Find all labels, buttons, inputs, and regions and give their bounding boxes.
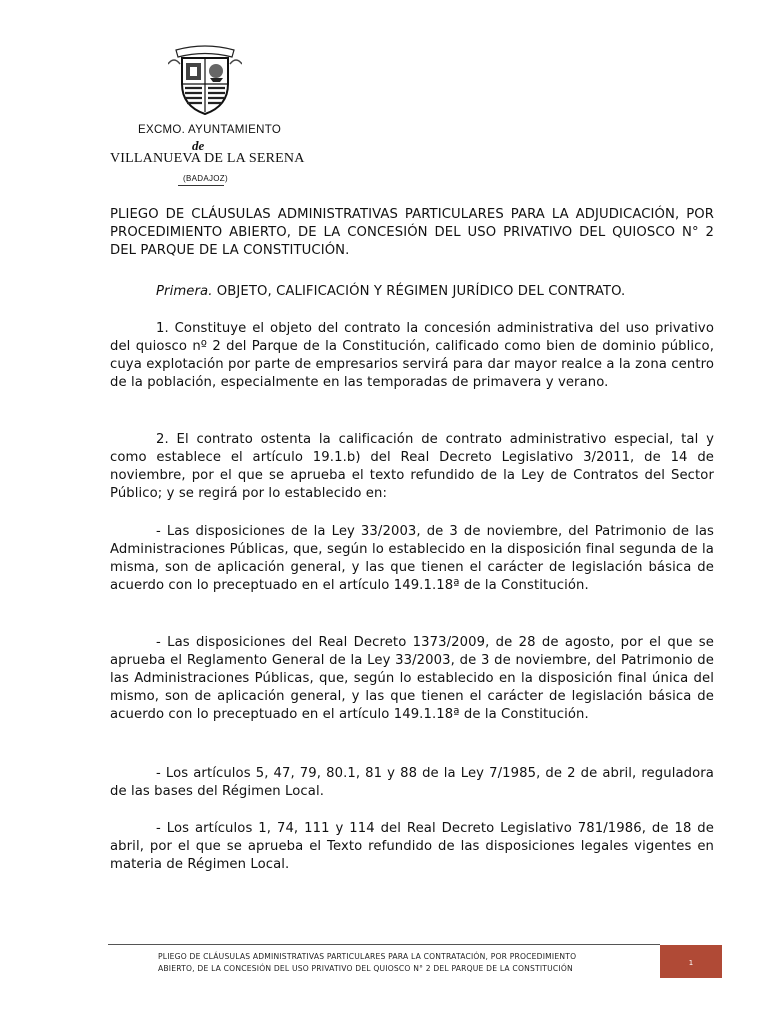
list-item: - Los artículos 5, 47, 79, 80.1, 81 y 88 de la Ley 7/1985, de 2 de abril, reguladora de las bases del Régimen Local. <box>110 766 714 799</box>
header-divider <box>178 185 224 186</box>
municipality-de: de <box>192 138 205 153</box>
footer-divider <box>108 944 660 945</box>
municipality-name-line: EXCMO. AYUNTAMIENTO <box>138 124 282 136</box>
document-title: PLIEGO DE CLÁUSULAS ADMINISTRATIVAS PARTICULARES PARA LA ADJUDICACIÓN, POR PROCEDIMIENTO ABIERTO, DE LA CONCESIÓN DEL USO PRIVATIVO DEL QUIOSCO N° 2 DEL PARQUE DE LA CONSTITUCIÓN. <box>110 207 714 258</box>
municipality-province: (BADAJOZ) <box>183 174 228 183</box>
clause-label: Primera. <box>156 284 213 299</box>
paragraph: 2. El contrato ostenta la calificación de contrato administrativo especial, tal y como establece el artículo 19.1.b) del Real Decreto Legislativo 3/2011, de 14 de noviembre, por el que se aprueba el texto refundido de la Ley de Contratos del Sector Público; y se regirá por lo establecido en: <box>110 432 714 501</box>
clause-heading <box>110 283 714 301</box>
page-number: 1 <box>688 959 694 967</box>
paragraph: 1. Constituye el objeto del contrato la concesión administrativa del uso privativo del quiosco nº 2 del Parque de la Constitución, calificado como bien de dominio público, cuya explotación por parte de empresarios servirá para dar mayor realce a la zona centro de la población, especialmente en las temporadas de primavera y verano. <box>110 321 714 390</box>
page-number-box <box>660 945 722 978</box>
municipality-city: VILLANUEVA DE LA SERENA <box>110 151 305 166</box>
list-item: - Los artículos 1, 74, 111 y 114 del Real Decreto Legislativo 781/1986, de 18 de abril, por el que se aprueba el Texto refundido de las disposiciones legales vigentes en materia de Régimen Local. <box>110 821 714 872</box>
footer-line: PLIEGO DE CLÁUSULAS ADMINISTRATIVAS PARTICULARES PARA LA CONTRATACIÓN, POR PROCEDIMIENTO <box>158 952 577 961</box>
municipal-crest-logo <box>168 44 242 116</box>
footer-line: ABIERTO, DE LA CONCESIÓN DEL USO PRIVATIVO DEL QUIOSCO N° 2 DEL PARQUE DE LA CONSTITUCIÓN <box>158 964 573 973</box>
list-item: - Las disposiciones de la Ley 33/2003, de 3 de noviembre, del Patrimonio de las Administraciones Públicas, que, según lo establecido en la disposición final segunda de la misma, son de aplicación general, y las que tienen el carácter de legislación básica de acuerdo con lo preceptuado en el artículo 149.1.18ª de la Constitución. <box>110 524 714 593</box>
clause-title: OBJETO, CALIFICACIÓN Y RÉGIMEN JURÍDICO DEL CONTRATO. <box>216 284 626 299</box>
footer-text <box>158 951 628 975</box>
list-item: - Las disposiciones del Real Decreto 1373/2009, de 28 de agosto, por el que se aprueba el Reglamento General de la Ley 33/2003, de 3 de noviembre, del Patrimonio de las Administraciones Públicas, que, según lo establecido en la disposición final única del mismo, son de aplicación general, y las que tienen el carácter de legislación básica de acuerdo con lo preceptuado en el artículo 149.1.18ª de la Constitución. <box>110 635 714 722</box>
